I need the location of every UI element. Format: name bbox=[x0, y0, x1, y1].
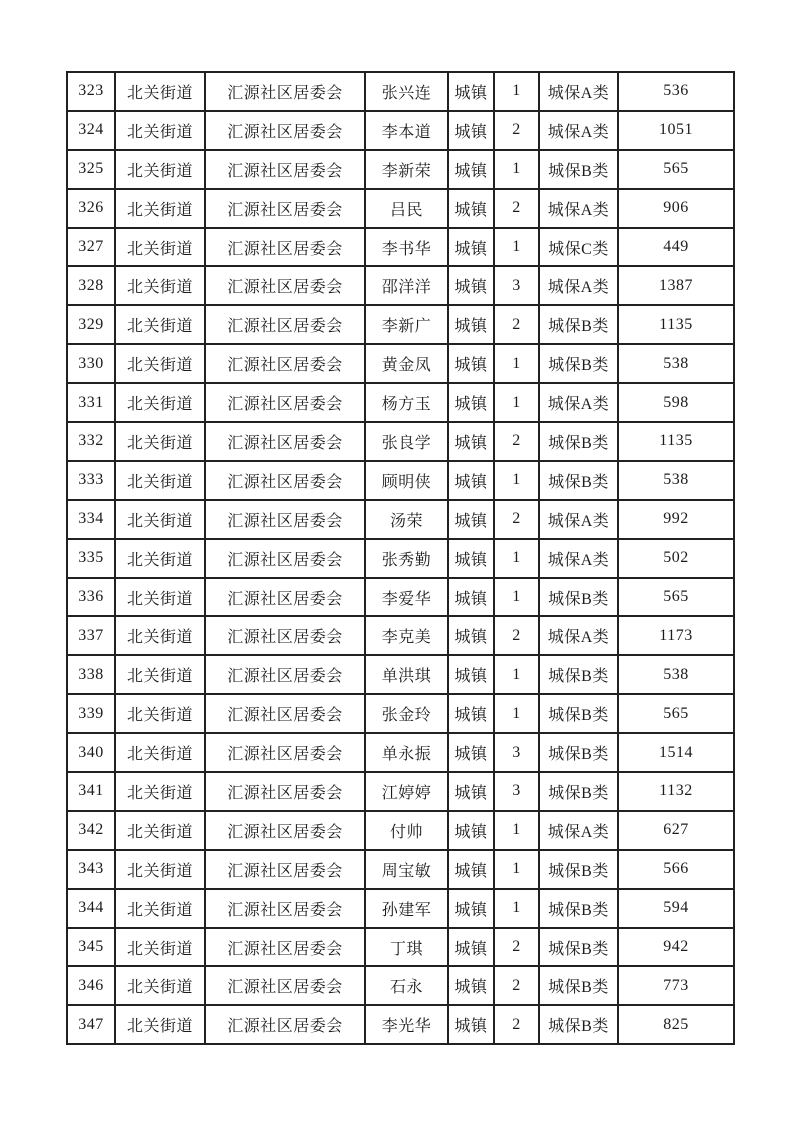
cell-community: 汇源社区居委会 bbox=[205, 189, 365, 228]
cell-category: 城保B类 bbox=[539, 850, 618, 889]
cell-community: 汇源社区居委会 bbox=[205, 461, 365, 500]
cell-name: 李爱华 bbox=[365, 578, 448, 617]
cell-name: 李新荣 bbox=[365, 150, 448, 189]
cell-community: 汇源社区居委会 bbox=[205, 344, 365, 383]
cell-category: 城保B类 bbox=[539, 1005, 618, 1044]
cell-street: 北关街道 bbox=[115, 655, 205, 694]
cell-residence-type: 城镇 bbox=[448, 383, 494, 422]
cell-amount: 1173 bbox=[618, 616, 734, 655]
cell-person-count: 1 bbox=[494, 72, 539, 111]
cell-street: 北关街道 bbox=[115, 72, 205, 111]
cell-person-count: 2 bbox=[494, 616, 539, 655]
table-row bbox=[67, 461, 734, 500]
cell-residence-type: 城镇 bbox=[448, 500, 494, 539]
cell-residence-type: 城镇 bbox=[448, 344, 494, 383]
cell-amount: 565 bbox=[618, 150, 734, 189]
cell-amount: 538 bbox=[618, 655, 734, 694]
cell-person-count: 2 bbox=[494, 966, 539, 1005]
cell-category: 城保A类 bbox=[539, 383, 618, 422]
table-row bbox=[67, 150, 734, 189]
cell-residence-type: 城镇 bbox=[448, 811, 494, 850]
cell-amount: 502 bbox=[618, 539, 734, 578]
cell-row-number: 340 bbox=[67, 733, 115, 772]
cell-row-number: 336 bbox=[67, 578, 115, 617]
cell-residence-type: 城镇 bbox=[448, 928, 494, 967]
cell-person-count: 2 bbox=[494, 1005, 539, 1044]
cell-residence-type: 城镇 bbox=[448, 733, 494, 772]
cell-category: 城保B类 bbox=[539, 889, 618, 928]
cell-community: 汇源社区居委会 bbox=[205, 111, 365, 150]
cell-category: 城保B类 bbox=[539, 966, 618, 1005]
cell-street: 北关街道 bbox=[115, 266, 205, 305]
cell-community: 汇源社区居委会 bbox=[205, 733, 365, 772]
cell-category: 城保A类 bbox=[539, 811, 618, 850]
cell-street: 北关街道 bbox=[115, 189, 205, 228]
cell-row-number: 327 bbox=[67, 228, 115, 267]
table-row bbox=[67, 772, 734, 811]
cell-community: 汇源社区居委会 bbox=[205, 150, 365, 189]
table-row bbox=[67, 850, 734, 889]
table-row bbox=[67, 305, 734, 344]
cell-category: 城保B类 bbox=[539, 733, 618, 772]
table-row bbox=[67, 616, 734, 655]
cell-name: 吕民 bbox=[365, 189, 448, 228]
cell-row-number: 323 bbox=[67, 72, 115, 111]
table-row bbox=[67, 578, 734, 617]
cell-person-count: 2 bbox=[494, 111, 539, 150]
cell-amount: 536 bbox=[618, 72, 734, 111]
cell-category: 城保A类 bbox=[539, 111, 618, 150]
cell-category: 城保A类 bbox=[539, 539, 618, 578]
cell-amount: 1135 bbox=[618, 422, 734, 461]
cell-community: 汇源社区居委会 bbox=[205, 966, 365, 1005]
cell-name: 丁琪 bbox=[365, 928, 448, 967]
cell-residence-type: 城镇 bbox=[448, 1005, 494, 1044]
cell-person-count: 3 bbox=[494, 772, 539, 811]
cell-amount: 1132 bbox=[618, 772, 734, 811]
cell-residence-type: 城镇 bbox=[448, 889, 494, 928]
cell-row-number: 343 bbox=[67, 850, 115, 889]
cell-community: 汇源社区居委会 bbox=[205, 694, 365, 733]
cell-category: 城保C类 bbox=[539, 228, 618, 267]
cell-name: 汤荣 bbox=[365, 500, 448, 539]
cell-person-count: 1 bbox=[494, 228, 539, 267]
cell-amount: 598 bbox=[618, 383, 734, 422]
cell-name: 石永 bbox=[365, 966, 448, 1005]
cell-row-number: 347 bbox=[67, 1005, 115, 1044]
cell-street: 北关街道 bbox=[115, 228, 205, 267]
cell-street: 北关街道 bbox=[115, 694, 205, 733]
cell-name: 邵洋洋 bbox=[365, 266, 448, 305]
cell-category: 城保B类 bbox=[539, 655, 618, 694]
cell-row-number: 329 bbox=[67, 305, 115, 344]
cell-person-count: 1 bbox=[494, 578, 539, 617]
cell-category: 城保A类 bbox=[539, 72, 618, 111]
cell-community: 汇源社区居委会 bbox=[205, 616, 365, 655]
cell-row-number: 326 bbox=[67, 189, 115, 228]
cell-street: 北关街道 bbox=[115, 461, 205, 500]
table-row bbox=[67, 422, 734, 461]
cell-residence-type: 城镇 bbox=[448, 150, 494, 189]
cell-residence-type: 城镇 bbox=[448, 694, 494, 733]
cell-category: 城保A类 bbox=[539, 616, 618, 655]
cell-name: 张良学 bbox=[365, 422, 448, 461]
table-row bbox=[67, 694, 734, 733]
cell-name: 张兴连 bbox=[365, 72, 448, 111]
cell-row-number: 346 bbox=[67, 966, 115, 1005]
cell-street: 北关街道 bbox=[115, 1005, 205, 1044]
cell-community: 汇源社区居委会 bbox=[205, 500, 365, 539]
cell-residence-type: 城镇 bbox=[448, 111, 494, 150]
table-row bbox=[67, 733, 734, 772]
cell-category: 城保B类 bbox=[539, 305, 618, 344]
cell-street: 北关街道 bbox=[115, 539, 205, 578]
cell-row-number: 334 bbox=[67, 500, 115, 539]
cell-row-number: 339 bbox=[67, 694, 115, 733]
cell-residence-type: 城镇 bbox=[448, 539, 494, 578]
cell-category: 城保B类 bbox=[539, 344, 618, 383]
cell-row-number: 332 bbox=[67, 422, 115, 461]
cell-name: 江婷婷 bbox=[365, 772, 448, 811]
cell-street: 北关街道 bbox=[115, 966, 205, 1005]
cell-row-number: 328 bbox=[67, 266, 115, 305]
cell-name: 单洪琪 bbox=[365, 655, 448, 694]
cell-name: 黄金凤 bbox=[365, 344, 448, 383]
cell-person-count: 1 bbox=[494, 461, 539, 500]
cell-street: 北关街道 bbox=[115, 344, 205, 383]
cell-street: 北关街道 bbox=[115, 150, 205, 189]
cell-row-number: 341 bbox=[67, 772, 115, 811]
cell-community: 汇源社区居委会 bbox=[205, 72, 365, 111]
cell-community: 汇源社区居委会 bbox=[205, 578, 365, 617]
cell-person-count: 1 bbox=[494, 811, 539, 850]
cell-amount: 627 bbox=[618, 811, 734, 850]
cell-name: 李新广 bbox=[365, 305, 448, 344]
cell-person-count: 1 bbox=[494, 694, 539, 733]
cell-residence-type: 城镇 bbox=[448, 422, 494, 461]
cell-name: 单永振 bbox=[365, 733, 448, 772]
table-row bbox=[67, 1005, 734, 1044]
cell-name: 李克美 bbox=[365, 616, 448, 655]
cell-name: 孙建军 bbox=[365, 889, 448, 928]
cell-category: 城保B类 bbox=[539, 578, 618, 617]
cell-amount: 825 bbox=[618, 1005, 734, 1044]
cell-amount: 906 bbox=[618, 189, 734, 228]
cell-amount: 1051 bbox=[618, 111, 734, 150]
subsidy-table-body bbox=[67, 72, 734, 1044]
cell-row-number: 344 bbox=[67, 889, 115, 928]
cell-name: 杨方玉 bbox=[365, 383, 448, 422]
cell-community: 汇源社区居委会 bbox=[205, 228, 365, 267]
cell-residence-type: 城镇 bbox=[448, 305, 494, 344]
cell-person-count: 2 bbox=[494, 422, 539, 461]
cell-person-count: 3 bbox=[494, 733, 539, 772]
cell-community: 汇源社区居委会 bbox=[205, 266, 365, 305]
cell-row-number: 325 bbox=[67, 150, 115, 189]
table-row bbox=[67, 811, 734, 850]
cell-row-number: 345 bbox=[67, 928, 115, 967]
table-row bbox=[67, 655, 734, 694]
cell-row-number: 324 bbox=[67, 111, 115, 150]
subsidy-table bbox=[66, 71, 735, 1045]
cell-person-count: 1 bbox=[494, 539, 539, 578]
cell-person-count: 2 bbox=[494, 928, 539, 967]
cell-row-number: 333 bbox=[67, 461, 115, 500]
cell-community: 汇源社区居委会 bbox=[205, 383, 365, 422]
cell-category: 城保B类 bbox=[539, 772, 618, 811]
table-row bbox=[67, 889, 734, 928]
table-row bbox=[67, 266, 734, 305]
cell-person-count: 3 bbox=[494, 266, 539, 305]
cell-person-count: 2 bbox=[494, 189, 539, 228]
cell-person-count: 2 bbox=[494, 500, 539, 539]
cell-row-number: 335 bbox=[67, 539, 115, 578]
cell-street: 北关街道 bbox=[115, 422, 205, 461]
cell-name: 张金玲 bbox=[365, 694, 448, 733]
cell-category: 城保A类 bbox=[539, 500, 618, 539]
cell-amount: 992 bbox=[618, 500, 734, 539]
cell-community: 汇源社区居委会 bbox=[205, 928, 365, 967]
cell-amount: 1387 bbox=[618, 266, 734, 305]
cell-row-number: 338 bbox=[67, 655, 115, 694]
cell-community: 汇源社区居委会 bbox=[205, 422, 365, 461]
cell-community: 汇源社区居委会 bbox=[205, 539, 365, 578]
cell-amount: 566 bbox=[618, 850, 734, 889]
cell-amount: 565 bbox=[618, 694, 734, 733]
cell-name: 顾明侠 bbox=[365, 461, 448, 500]
cell-row-number: 331 bbox=[67, 383, 115, 422]
cell-street: 北关街道 bbox=[115, 616, 205, 655]
cell-street: 北关街道 bbox=[115, 928, 205, 967]
cell-amount: 942 bbox=[618, 928, 734, 967]
cell-name: 李本道 bbox=[365, 111, 448, 150]
table-row bbox=[67, 189, 734, 228]
cell-name: 李光华 bbox=[365, 1005, 448, 1044]
cell-person-count: 2 bbox=[494, 305, 539, 344]
cell-category: 城保B类 bbox=[539, 422, 618, 461]
cell-amount: 1135 bbox=[618, 305, 734, 344]
table-row bbox=[67, 966, 734, 1005]
table-row bbox=[67, 539, 734, 578]
table-row bbox=[67, 928, 734, 967]
table-row bbox=[67, 344, 734, 383]
cell-community: 汇源社区居委会 bbox=[205, 850, 365, 889]
cell-residence-type: 城镇 bbox=[448, 266, 494, 305]
cell-person-count: 1 bbox=[494, 383, 539, 422]
cell-residence-type: 城镇 bbox=[448, 850, 494, 889]
cell-street: 北关街道 bbox=[115, 500, 205, 539]
cell-amount: 538 bbox=[618, 344, 734, 383]
cell-street: 北关街道 bbox=[115, 383, 205, 422]
cell-street: 北关街道 bbox=[115, 772, 205, 811]
table-row bbox=[67, 228, 734, 267]
cell-person-count: 1 bbox=[494, 889, 539, 928]
cell-residence-type: 城镇 bbox=[448, 966, 494, 1005]
cell-residence-type: 城镇 bbox=[448, 616, 494, 655]
cell-residence-type: 城镇 bbox=[448, 72, 494, 111]
cell-person-count: 1 bbox=[494, 850, 539, 889]
table-row bbox=[67, 72, 734, 111]
cell-residence-type: 城镇 bbox=[448, 189, 494, 228]
cell-category: 城保A类 bbox=[539, 266, 618, 305]
table-row bbox=[67, 383, 734, 422]
cell-person-count: 1 bbox=[494, 150, 539, 189]
cell-community: 汇源社区居委会 bbox=[205, 811, 365, 850]
cell-street: 北关街道 bbox=[115, 733, 205, 772]
cell-amount: 538 bbox=[618, 461, 734, 500]
cell-category: 城保A类 bbox=[539, 189, 618, 228]
cell-residence-type: 城镇 bbox=[448, 228, 494, 267]
cell-name: 周宝敏 bbox=[365, 850, 448, 889]
cell-community: 汇源社区居委会 bbox=[205, 655, 365, 694]
cell-amount: 1514 bbox=[618, 733, 734, 772]
cell-category: 城保B类 bbox=[539, 928, 618, 967]
cell-street: 北关街道 bbox=[115, 111, 205, 150]
cell-street: 北关街道 bbox=[115, 889, 205, 928]
table-row bbox=[67, 111, 734, 150]
table-row bbox=[67, 500, 734, 539]
cell-community: 汇源社区居委会 bbox=[205, 1005, 365, 1044]
cell-name: 付帅 bbox=[365, 811, 448, 850]
cell-residence-type: 城镇 bbox=[448, 461, 494, 500]
cell-person-count: 1 bbox=[494, 655, 539, 694]
cell-street: 北关街道 bbox=[115, 850, 205, 889]
cell-category: 城保B类 bbox=[539, 694, 618, 733]
cell-amount: 773 bbox=[618, 966, 734, 1005]
cell-name: 张秀勤 bbox=[365, 539, 448, 578]
cell-amount: 594 bbox=[618, 889, 734, 928]
cell-row-number: 337 bbox=[67, 616, 115, 655]
cell-community: 汇源社区居委会 bbox=[205, 772, 365, 811]
cell-residence-type: 城镇 bbox=[448, 772, 494, 811]
cell-name: 李书华 bbox=[365, 228, 448, 267]
cell-street: 北关街道 bbox=[115, 811, 205, 850]
cell-street: 北关街道 bbox=[115, 305, 205, 344]
cell-residence-type: 城镇 bbox=[448, 578, 494, 617]
cell-category: 城保B类 bbox=[539, 150, 618, 189]
cell-row-number: 330 bbox=[67, 344, 115, 383]
cell-row-number: 342 bbox=[67, 811, 115, 850]
cell-residence-type: 城镇 bbox=[448, 655, 494, 694]
cell-community: 汇源社区居委会 bbox=[205, 889, 365, 928]
cell-community: 汇源社区居委会 bbox=[205, 305, 365, 344]
cell-amount: 449 bbox=[618, 228, 734, 267]
cell-category: 城保B类 bbox=[539, 461, 618, 500]
cell-person-count: 1 bbox=[494, 344, 539, 383]
cell-street: 北关街道 bbox=[115, 578, 205, 617]
cell-amount: 565 bbox=[618, 578, 734, 617]
